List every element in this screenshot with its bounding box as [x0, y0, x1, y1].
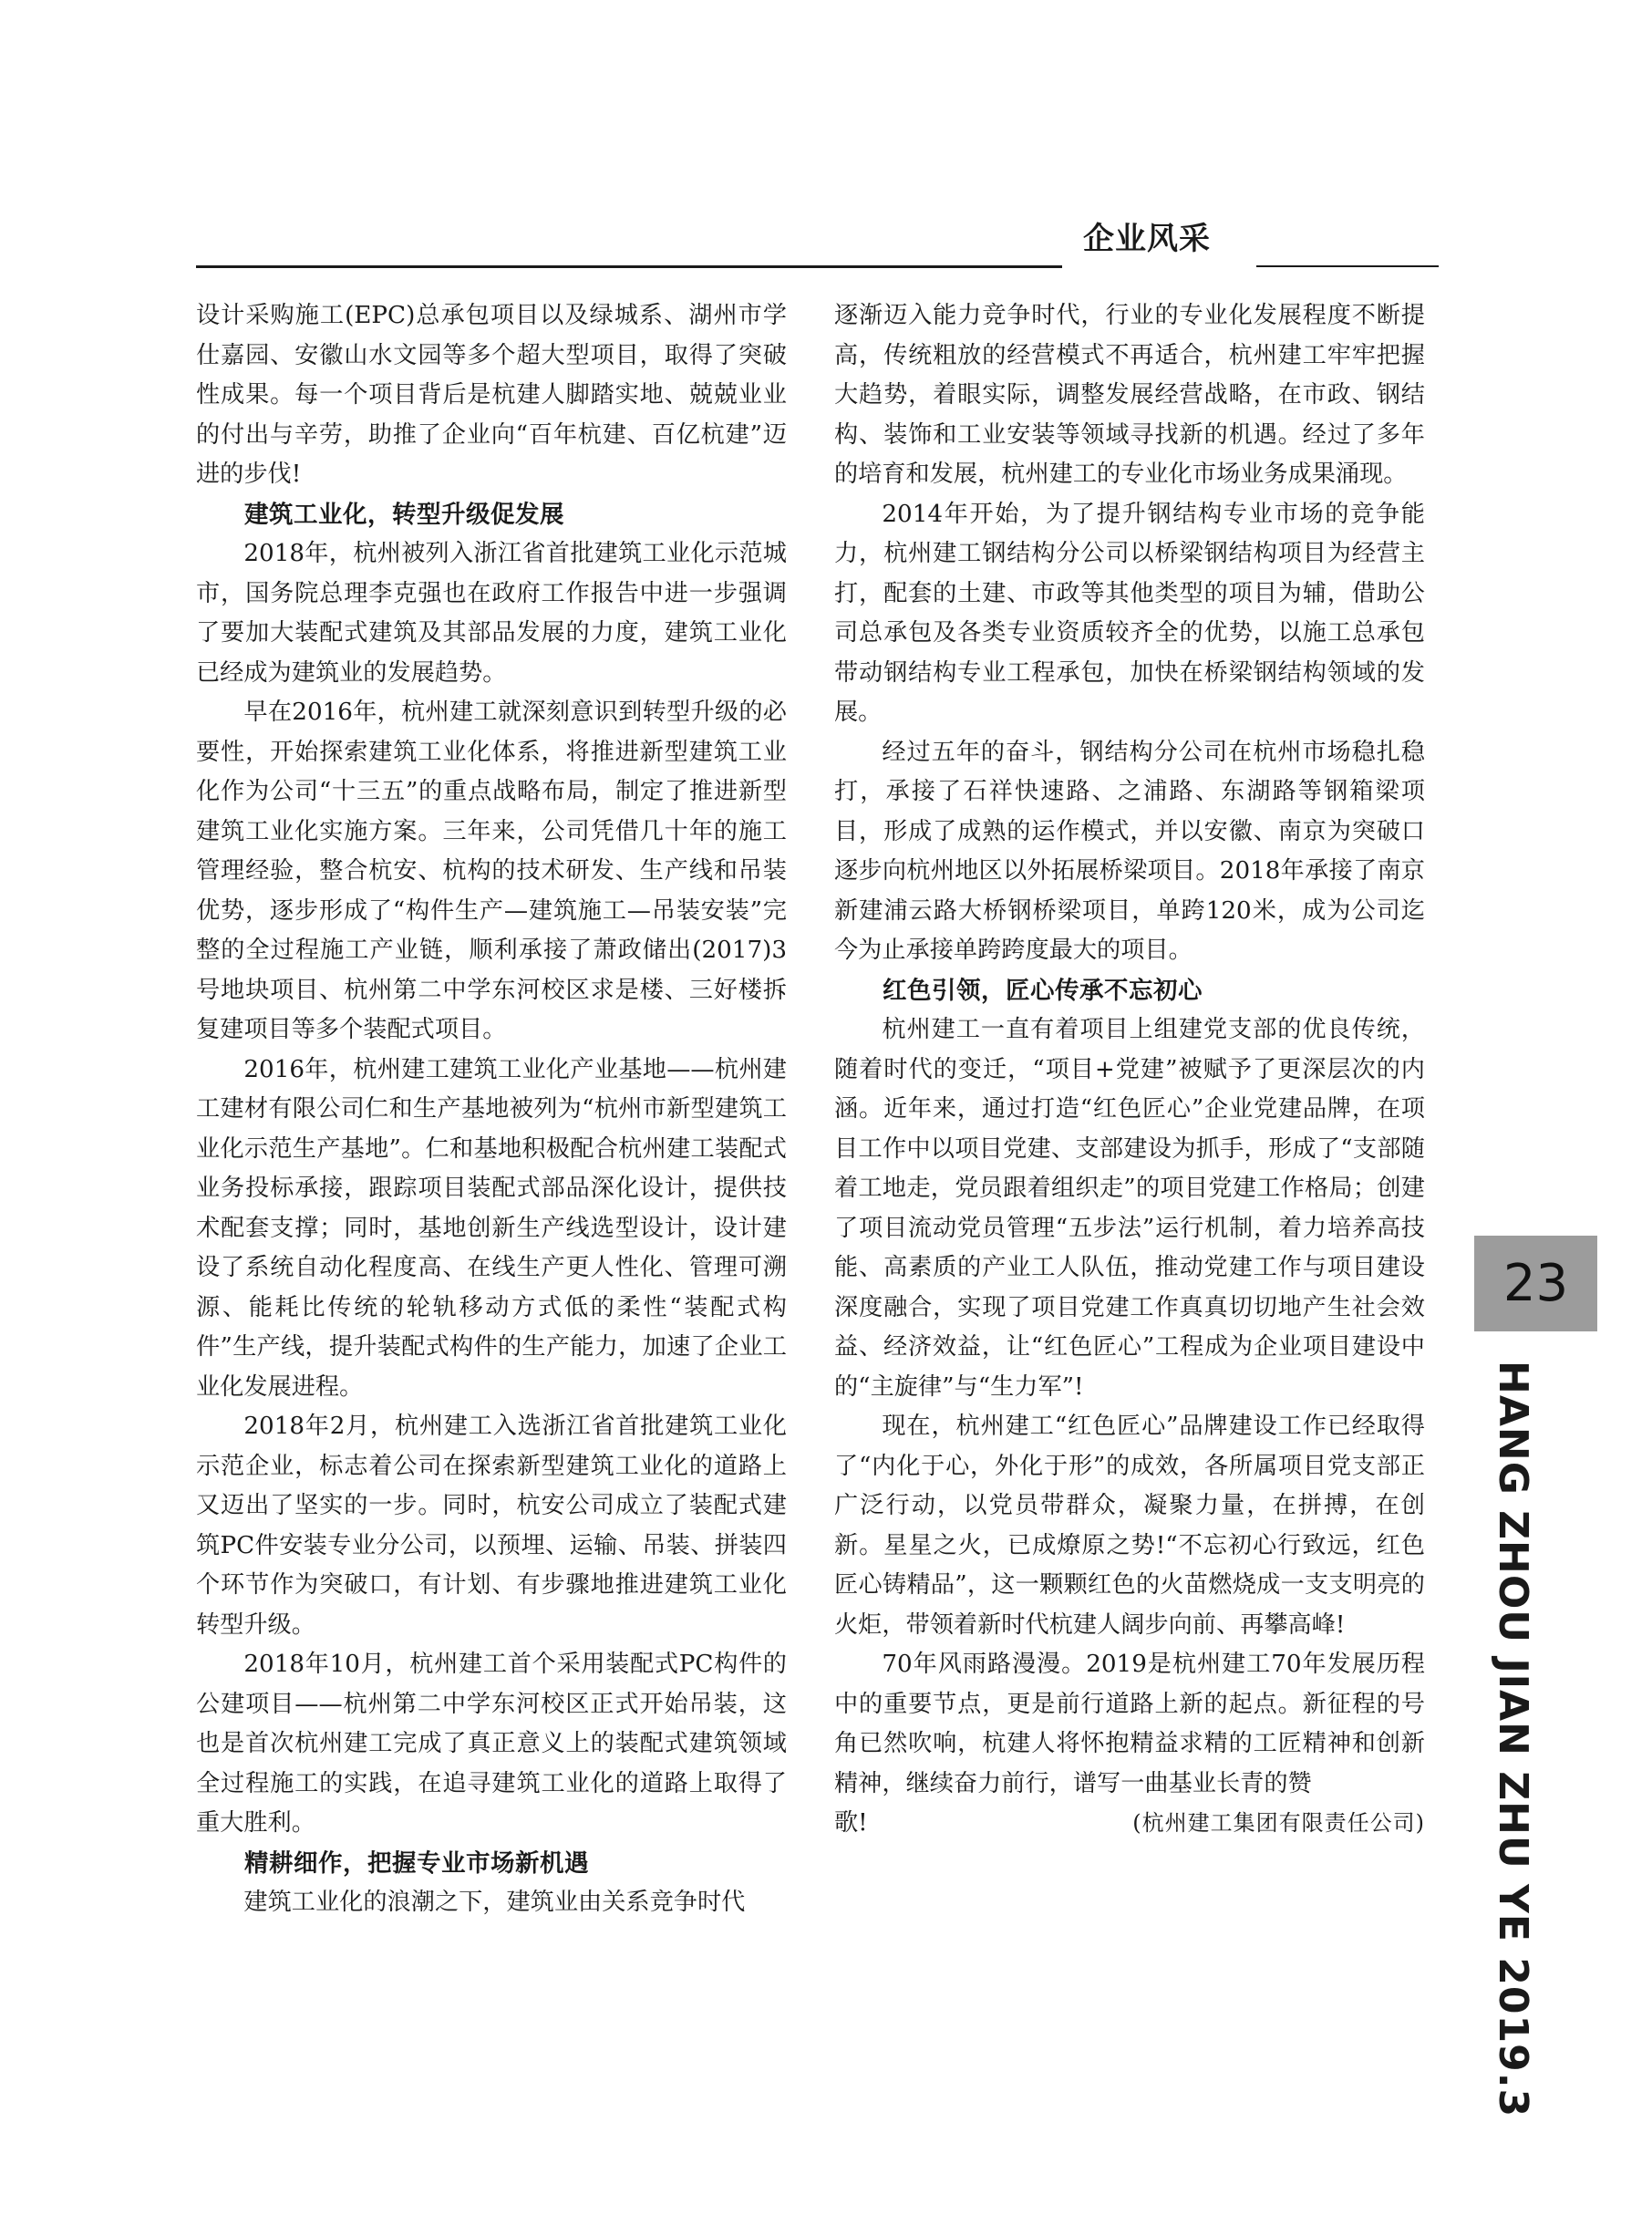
subheading: 红色引领，匠心传承不忘初心	[883, 976, 1203, 1005]
closing-line	[834, 1804, 1425, 1844]
paragraph: 2018年10月，杭州建工首个采用装配式PC构件的公建项目——杭州第二中学东河校区正式开始吊装，这也是首次杭州建工完成了真正意义上的装配式建筑领域全过程施工的实践，在追寻建筑工业化的道路上取得了重大胜利。	[196, 1651, 787, 1837]
page-number: 23	[1474, 1236, 1597, 1331]
author-signature: (杭州建工集团有限责任公司)	[1132, 1810, 1425, 1836]
paragraph: 70年风雨路漫漫。2019是杭州建工70年发展历程中的重要节点，更是前行道路上新的起点。新征程的号角已然吹响，杭建人将怀抱精益求精的工匠精神和创新精神，继续奋力前行，谱写一曲基业长青的赞	[834, 1651, 1425, 1797]
paragraph: 早在2016年，杭州建工就深刻意识到转型升级的必要性，开始探索建筑工业化体系，将推进新型建筑工业化作为公司“十三五”的重点战略布局，制定了推进新型建筑工业化实施方案。三年来，公司凭借几十年的施工管理经验，整合杭安、杭构的技术研发、生产线和吊装优势，逐步形成了“构件生产—建筑施工—吊装安装”完整的全过程施工产业链，顺利承接了萧政储出(2017)3号地块项目、杭州第二中学东河校区求是楼、三好楼拆复建项目等多个装配式项目。	[196, 699, 787, 1043]
paragraph: 杭州建工一直有着项目上组建党支部的优良传统，随着时代的变迁，“项目+党建”被赋予了更深层次的内涵。近年来，通过打造“红色匠心”企业党建品牌，在项目工作中以项目党建、支部建设为抓手，形成了“支部随着工地走，党员跟着组织走”的项目党建工作格局；创建了项目流动党员管理“五步法”运行机制，着力培养高技能、高素质的产业工人队伍，推动党建工作与项目建设深度融合，实现了项目党建工作真真切切地产生社会效益、经济效益，让“红色匠心”工程成为企业项目建设中的“主旋律”与“生力军”!	[834, 1016, 1425, 1401]
header-rule-left	[196, 265, 1062, 268]
right-column	[834, 296, 1425, 1844]
paragraph: 2018年，杭州被列入浙江省首批建筑工业化示范城市，国务院总理李克强也在政府工作报告中进一步强调了要加大装配式建筑及其部品发展的力度，建筑工业化已经成为建筑业的发展趋势。	[196, 540, 787, 687]
section-title: 企业风采	[1083, 221, 1211, 257]
subheading: 精耕细作，把握专业市场新机遇	[244, 1848, 589, 1878]
left-column	[196, 296, 787, 1923]
paragraph: 建筑工业化的浪潮之下，建筑业由关系竞争时代	[243, 1889, 746, 1916]
paragraph: 设计采购施工(EPC)总承包项目以及绿城系、湖州市学仕嘉园、安徽山水文园等多个超大型项目，取得了突破性成果。每一个项目背后是杭建人脚踏实地、兢兢业业的付出与辛劳，助推了企业向“百年杭建、百亿杭建”迈进的步伐!	[196, 302, 787, 488]
header-rule-right	[1256, 265, 1439, 267]
subheading: 建筑工业化，转型升级促发展	[244, 500, 564, 529]
paragraph: 现在，杭州建工“红色匠心”品牌建设工作已经取得了“内化于心，外化于形”的成效，各所属项目党支部正广泛行动，以党员带群众，凝聚力量，在拼搏，在创新。星星之火，已成燎原之势!“不忘初心行致远，红色匠心铸精品”，这一颗颗红色的火苗燃烧成一支支明亮的火炬，带领着新时代杭建人阔步向前、再攀高峰!	[834, 1413, 1425, 1639]
paragraph: 2018年2月，杭州建工入选浙江省首批建筑工业化示范企业，标志着公司在探索新型建筑工业化的道路上又迈出了坚实的一步。同时，杭安公司成立了装配式建筑PC件安装专业分公司，以预埋、运输、吊装、拼装四个环节作为突破口，有计划、有步骤地推进建筑工业化转型升级。	[196, 1413, 787, 1639]
closing-text: 歌!	[834, 1809, 868, 1837]
paragraph: 经过五年的奋斗，钢结构分公司在杭州市场稳扎稳打，承接了石祥快速路、之浦路、东湖路等钢箱梁项目，形成了成熟的运作模式，并以安徽、南京为突破口逐步向杭州地区以外拓展桥梁项目。2018年承接了南京新建浦云路大桥钢桥梁项目，单跨120米，成为公司迄今为止承接单跨跨度最大的项目。	[834, 738, 1425, 964]
paragraph: 逐渐迈入能力竞争时代，行业的专业化发展程度不断提高，传统粗放的经营模式不再适合，杭州建工牢牢把握大趋势，着眼实际，调整发展经营战略，在市政、钢结构、装饰和工业安装等领域寻找新的机遇。经过了多年的培育和发展，杭州建工的专业化市场业务成果涌现。	[834, 302, 1425, 488]
paragraph: 2014年开始，为了提升钢结构专业市场的竞争能力，杭州建工钢结构分公司以桥梁钢结构项目为经营主打，配套的土建、市政等其他类型的项目为辅，借助公司总承包及各类专业资质较齐全的优势，以施工总承包带动钢结构专业工程承包，加快在桥梁钢结构领域的发展。	[834, 500, 1425, 726]
paragraph: 2016年，杭州建工建筑工业化产业基地——杭州建工建材有限公司仁和生产基地被列为“杭州市新型建筑工业化示范生产基地”。仁和基地积极配合杭州建工装配式业务投标承接，跟踪项目装配式部品深化设计，提供技术配套支撑；同时，基地创新生产线选型设计，设计建设了系统自动化程度高、在线生产更人性化、管理可溯源、能耗比传统的轮轨移动方式低的柔性“装配式构件”生产线，提升装配式构件的生产能力，加速了企业工业化发展进程。	[196, 1055, 787, 1401]
running-title: HANG ZHOU JIAN ZHU YE 2019.3	[1490, 1361, 1536, 2118]
